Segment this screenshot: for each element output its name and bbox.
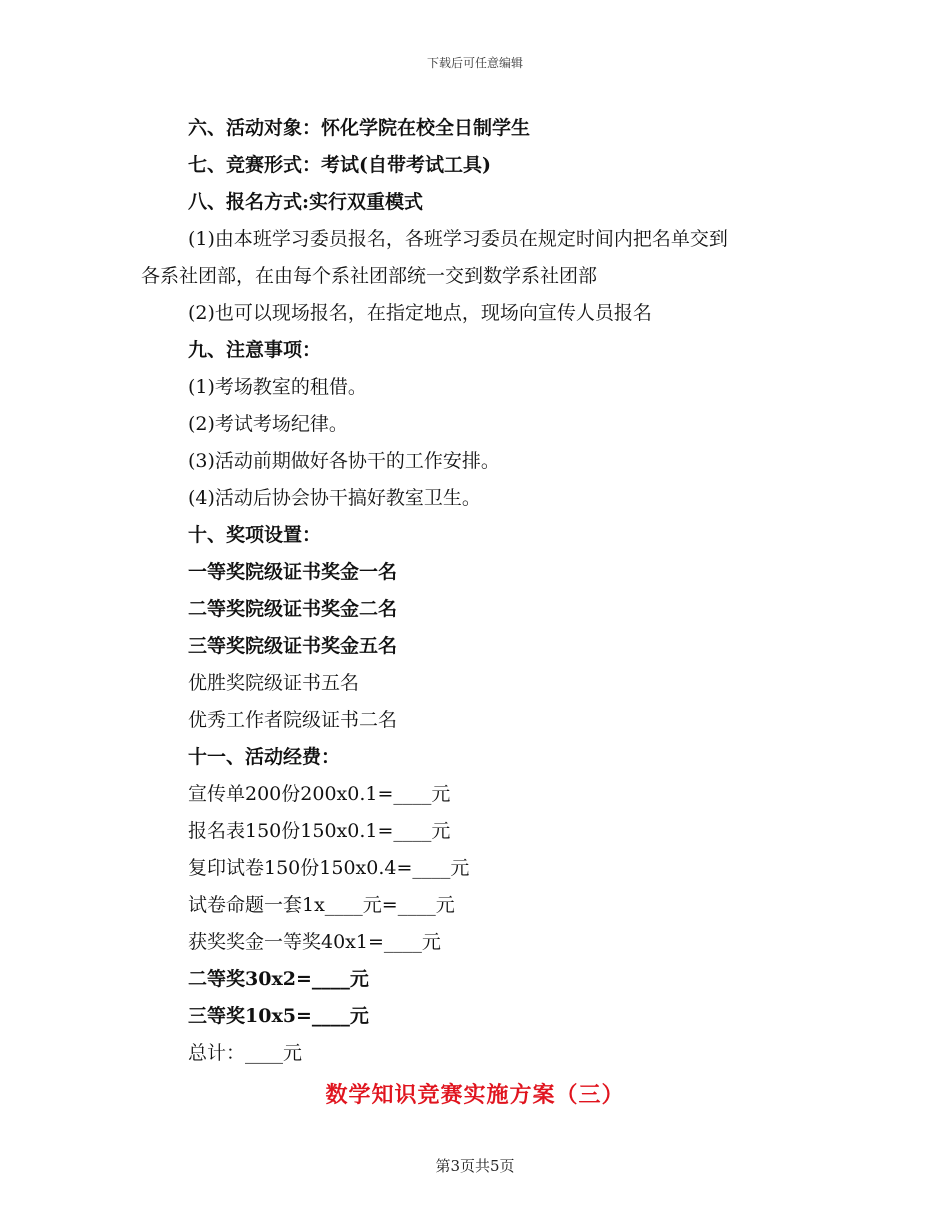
list-item: (4)活动后协会协干搞好教室卫生。 bbox=[188, 487, 481, 509]
section-8-line: 八、报名方式:实行双重模式 bbox=[188, 191, 424, 213]
award-line: 优秀工作者院级证书二名 bbox=[188, 709, 398, 731]
section-9-line: 九、注意事项： bbox=[188, 339, 322, 361]
section-10-line: 十、奖项设置： bbox=[188, 524, 322, 546]
list-item: (2)考试考场纪律。 bbox=[188, 413, 348, 435]
list-item: (1)考场教室的租借。 bbox=[188, 376, 367, 398]
list-item: (3)活动前期做好各协干的工作安排。 bbox=[188, 450, 500, 472]
page-header: 下载后可任意编辑 bbox=[426, 56, 523, 70]
budget-line: 复印试卷150份150x0.4=____元 bbox=[188, 857, 470, 879]
award-line: 二等奖院级证书奖金二名 bbox=[188, 598, 398, 620]
budget-line: 获奖奖金一等奖40x1=____元 bbox=[188, 931, 441, 953]
budget-line: 二等奖30x2=____元 bbox=[188, 968, 369, 990]
section-title: 数学知识竞赛实施方案（三） bbox=[325, 1082, 625, 1108]
budget-line: 三等奖10x5=____元 bbox=[188, 1005, 369, 1027]
budget-line: 宣传单200份200x0.1=____元 bbox=[188, 783, 451, 805]
paragraph-line: (2)也可以现场报名，在指定地点，现场向宣传人员报名 bbox=[188, 302, 652, 324]
section-11-line: 十一、活动经费： bbox=[188, 746, 341, 768]
award-line: 一等奖院级证书奖金一名 bbox=[188, 561, 398, 583]
budget-line: 试卷命题一套1x____元=____元 bbox=[188, 894, 455, 916]
section-6-line: 六、活动对象：怀化学院在校全日制学生 bbox=[188, 117, 531, 139]
paragraph-line: (1)由本班学习委员报名，各班学习委员在规定时间内把名单交到 bbox=[188, 228, 728, 250]
budget-total-line: 总计：____元 bbox=[188, 1042, 303, 1064]
award-line: 三等奖院级证书奖金五名 bbox=[188, 635, 398, 657]
budget-line: 报名表150份150x0.1=____元 bbox=[188, 820, 451, 842]
paragraph-line: 各系社团部，在由每个系社团部统一交到数学系社团部 bbox=[141, 265, 598, 287]
award-line: 优胜奖院级证书五名 bbox=[188, 672, 360, 694]
page-footer: 第3页共5页 bbox=[435, 1157, 515, 1175]
section-7-line: 七、竞赛形式：考试(自带考试工具) bbox=[188, 154, 491, 176]
